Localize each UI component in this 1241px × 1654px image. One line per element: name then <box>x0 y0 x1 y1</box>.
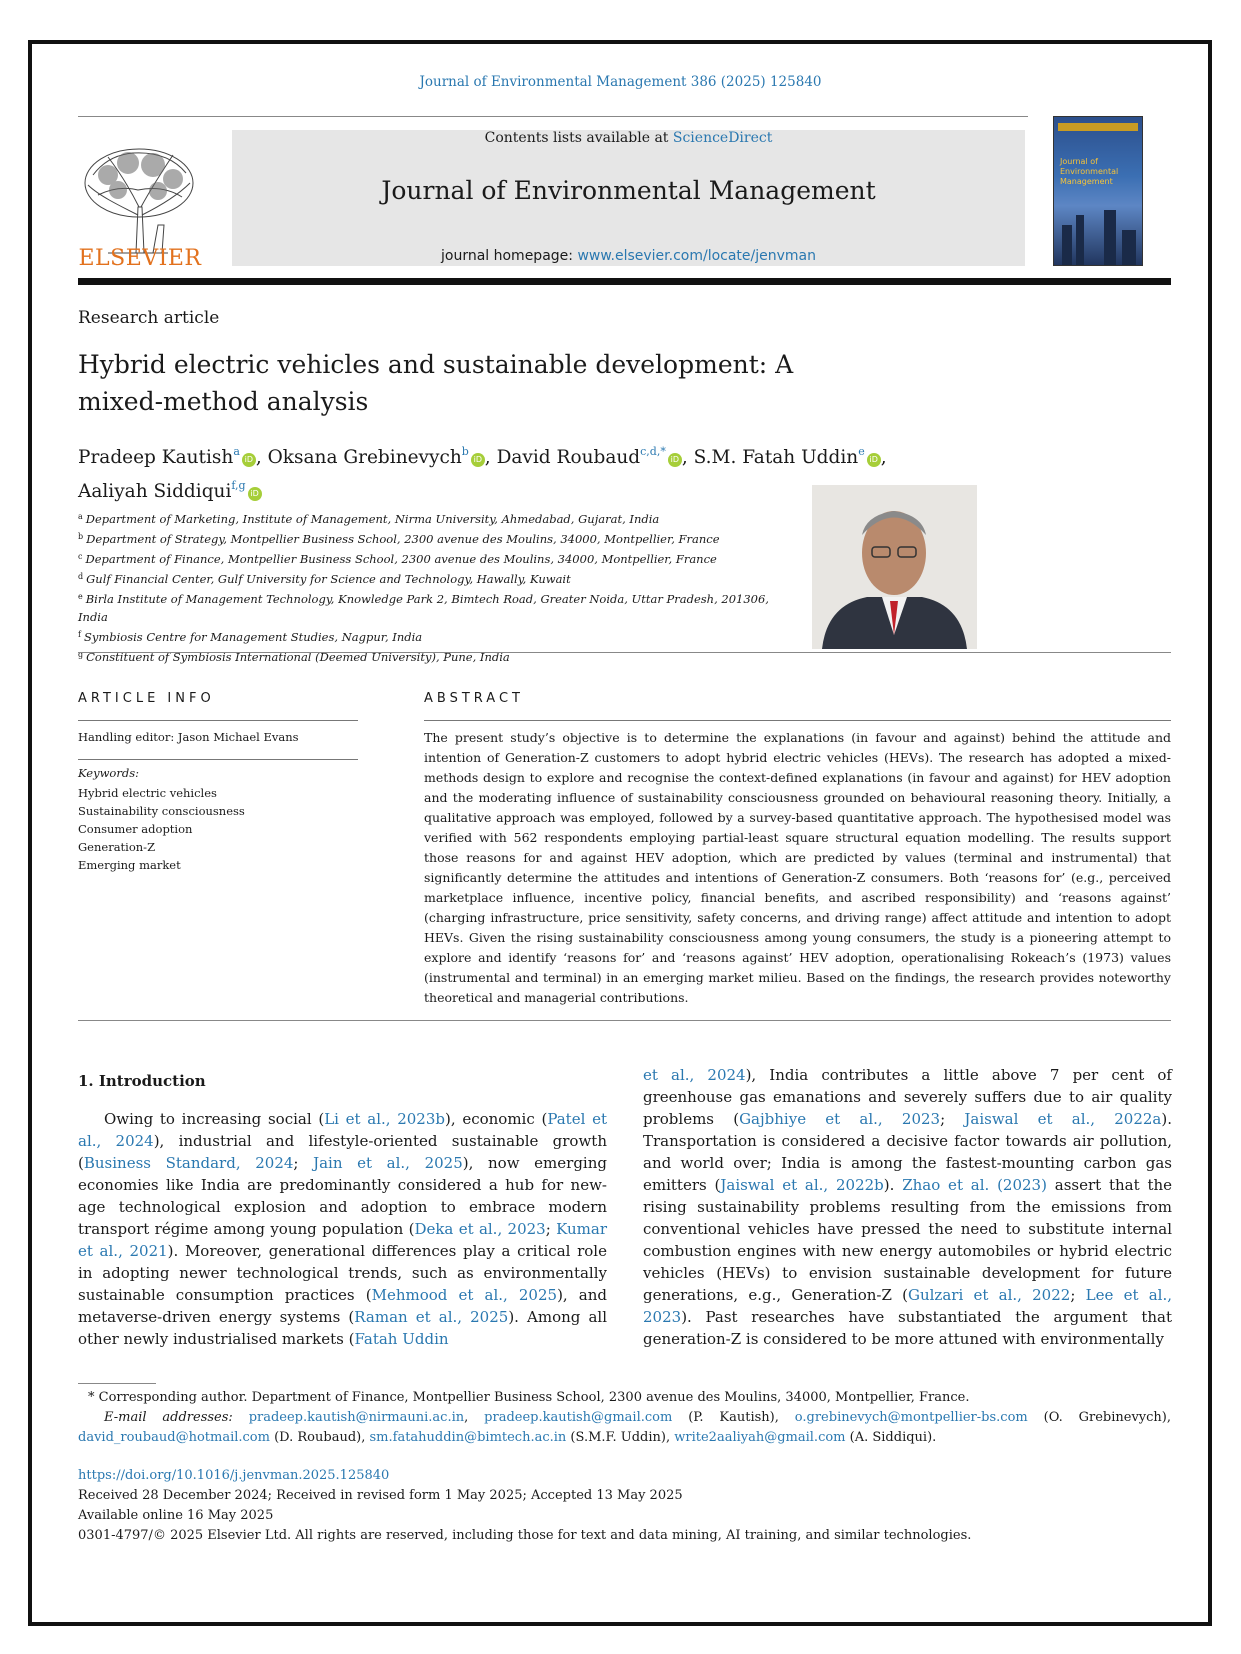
journal-cover-image <box>1053 116 1143 266</box>
available-online: Available online 16 May 2025 <box>78 1508 274 1523</box>
article-type: Research article <box>78 308 220 328</box>
intro-column-right <box>643 1064 1173 1348</box>
affiliation-text: Gulf Financial Center, Gulf University for Science and Technology, Hawally, Kuwait <box>86 572 571 586</box>
journal-reference-link[interactable]: Journal of Environmental Management 386 (2025) 125840 <box>419 74 822 90</box>
affiliation-text: Department of Marketing, Institute of Management, Nirma University, Ahmedabad, Gujarat, India <box>85 512 660 526</box>
divider <box>424 720 1171 721</box>
affiliation <box>78 568 798 588</box>
affiliation-key: b <box>78 532 84 541</box>
author-name: S.M. Fatah Uddin <box>693 447 859 468</box>
orcid-icon[interactable]: iD <box>242 453 256 467</box>
affiliation-text: Department of Finance, Montpellier Business School, 2300 avenue des Moulins, 34000, Montpellier, France <box>85 552 717 566</box>
citation-link[interactable]: Deka et al., 2023 <box>414 1220 546 1238</box>
author-list: Pradeep Kautish$^a$iD , Oksana Grebinevych$^b$iD , David Roubaud$^{c,d,*}$iD , S.M. Fatah Uddin$^e$iD , Aaliyah Siddiqui$^{f,g}$iD <box>78 445 887 502</box>
author-name: Pradeep Kautish <box>78 447 234 468</box>
divider <box>78 1020 1171 1021</box>
affiliation-text: Constituent of Symbiosis International (Deemed University), Pune, India <box>86 650 510 664</box>
keyword: Hybrid electric vehicles <box>78 786 217 800</box>
affiliation-key: a <box>78 512 83 521</box>
received-dates: Received 28 December 2024; Received in revised form 1 May 2025; Accepted 13 May 2025 <box>78 1488 683 1503</box>
body-text: ), and metaverse-driven energy systems ( <box>78 1286 607 1326</box>
affiliation-text: Birla Institute of Management Technology, Knowledge Park 2, Bimtech Road, Greater Noida, Uttar Pradesh, 201306, India <box>78 592 769 624</box>
body-text: ; <box>1070 1286 1086 1304</box>
body-text: ), economic ( <box>445 1110 548 1128</box>
body-text: ; <box>293 1154 314 1172</box>
body-text: ), now emerging economies like India are predominantly considered a hub for new-age technological explosion and adoption to embrace modern transport régime among young population ( <box>78 1154 607 1238</box>
divider <box>78 720 358 721</box>
header-rule <box>78 278 1171 285</box>
affiliation-key: g <box>78 650 84 659</box>
affiliation <box>78 508 798 528</box>
orcid-icon[interactable]: iD <box>668 453 682 467</box>
cover-band <box>1058 123 1138 131</box>
corresponding-author-note: * Corresponding author. Department of Finance, Montpellier Business School, 2300 avenue des Moulins, 34000, Montpellier, France. <box>88 1390 970 1405</box>
citation-link[interactable]: Mehmood et al., 2025 <box>371 1286 558 1304</box>
body-text: ). Moreover, generational differences play a critical role in adopting newer technological trends, such as environmentally sustainable consumption practices ( <box>78 1242 607 1304</box>
citation-link[interactable]: Li et al., 2023b <box>324 1110 446 1128</box>
email-link[interactable]: sm.fatahuddin@bimtech.ac.in <box>369 1430 567 1445</box>
affiliation-key: d <box>78 572 84 581</box>
divider <box>78 652 1171 653</box>
journal-title: Journal of Environmental Management <box>381 176 876 205</box>
keyword: Generation-Z <box>78 840 156 854</box>
footnote-rule <box>78 1383 156 1384</box>
homepage-link[interactable]: www.elsevier.com/locate/jenvman <box>577 248 816 264</box>
article-info-heading: ARTICLE INFO <box>78 691 215 706</box>
abstract-text: The present study’s objective is to determine the explanations (in favour and against) behind the attitude and intention of Generation-Z customers to adopt hybrid electric vehicles (HEVs). The research has adopted a mixed-methods design to explore and recognise the context-defined explanations (in favour and against) for HEV adoption and the moderating influence of sustainability consciousness grounded on behavioural reasoning theory. Initially, a qualitative approach was employed, followed by a survey-based quantitative approach. The hypothesised model was verified with 562 respondents employing partial-least square structural equation modelling. The results support those reasons for and against HEV adoption, which are predicted by values (terminal and instrumental) that significantly determine the attitudes and intentions of Generation-Z consumers. Both ‘reasons for’ (e.g., perceived marketplace influence, incentive policy, financial benefits, and ascribed responsibility) and ‘reasons against’ (charging infrastructure, price sensitivity, safety concerns, and driving range) affect attitude and intention to adopt HEVs. Given the rising sustainability consciousness among young consumers, the study is a pioneering attempt to explore and identify ‘reasons for’ and ‘reasons against’ HEV adoption, operationalising Rokeach’s (1973) values (instrumental and terminal) in an emerging market milieu. Based on the findings, the research provides noteworthy theoretical and managerial contributions. <box>424 730 1171 1005</box>
email-link[interactable]: david_roubaud@hotmail.com <box>78 1430 270 1445</box>
intro-column-left <box>78 1108 607 1348</box>
article-title: Hybrid electric vehicles and sustainable development: A mixed-method analysis <box>78 350 794 416</box>
copyright: 0301-4797/© 2025 Elsevier Ltd. All rights are reserved, including those for text and data mining, AI training, and similar technologies. <box>78 1528 972 1543</box>
divider <box>78 116 1028 117</box>
elsevier-wordmark: ELSEVIER <box>78 246 202 271</box>
keyword: Consumer adoption <box>78 822 193 836</box>
keyword: Sustainability consciousness <box>78 804 245 818</box>
author-affiliation-marker[interactable]: f,g <box>231 479 246 492</box>
orcid-icon[interactable]: iD <box>471 453 485 467</box>
orcid-icon[interactable]: iD <box>867 453 881 467</box>
abstract-heading: ABSTRACT <box>424 691 524 706</box>
handling-editor: Handling editor: Jason Michael Evans <box>78 730 299 744</box>
citation-link[interactable]: Lee et al., 2023 <box>643 1286 1172 1326</box>
citation-link[interactable]: Gulzari et al., 2022 <box>907 1286 1071 1304</box>
affiliation-key: c <box>78 552 83 561</box>
body-text: ), India contributes a little above 7 per cent of greenhouse gas emanations and severely suffers due to air quality problems ( <box>643 1066 1172 1128</box>
body-text: ). <box>883 1176 903 1194</box>
author-name: David Roubaud <box>496 447 641 468</box>
cover-title: Journal of Environmental Management <box>1060 157 1119 186</box>
sciencedirect-link[interactable]: ScienceDirect <box>672 130 773 146</box>
journal-homepage: journal homepage: www.elsevier.com/locate/jenvman <box>440 248 816 264</box>
author-name: Aaliyah Siddiqui <box>78 481 232 502</box>
divider <box>78 759 358 760</box>
body-text: Owing to increasing social ( <box>104 1110 325 1128</box>
affiliation-key: e <box>78 592 83 601</box>
affiliation <box>78 626 798 646</box>
affiliation <box>78 588 798 626</box>
keywords-label: Keywords: <box>78 766 139 780</box>
affiliation-text: Symbiosis Centre for Management Studies, Nagpur, India <box>83 630 423 644</box>
citation-link[interactable]: Jaiswal et al., 2022b <box>720 1176 884 1194</box>
cover-city-silhouette <box>1054 205 1144 265</box>
citation-link[interactable]: Patel et al., 2024 <box>78 1110 607 1150</box>
author-affiliation-marker[interactable]: e <box>858 445 865 458</box>
footnote <box>78 1388 1171 1448</box>
orcid-icon[interactable]: iD <box>248 487 262 501</box>
journal-banner <box>232 130 1025 266</box>
citation-link[interactable]: Fatah Uddin <box>354 1330 449 1348</box>
body-text: ), industrial and lifestyle-oriented sustainable growth ( <box>78 1132 607 1172</box>
body-text: ). Past researches have substantiated the argument that generation-Z is considered to be more attuned with environmentally <box>643 1308 1172 1348</box>
citation-link[interactable]: Gajbhiye et al., 2023 <box>739 1110 941 1128</box>
citation-link[interactable]: Business Standard, 2024 <box>83 1154 294 1172</box>
body-text: ). Among all other newly industrialised markets ( <box>78 1308 607 1348</box>
affiliation <box>78 646 798 666</box>
email-link[interactable]: o.grebinevych@montpellier-bs.com <box>794 1410 1028 1425</box>
email-addresses: E-mail addresses: pradeep.kautish@nirmauni.ac.in, pradeep.kautish@gmail.com (P. Kautish), o.grebinevych@montpellier-bs.com (O. Grebinevych), david_roubaud@hotmail.com (D. Roubaud), sm.fatahuddin@bimtech.ac.in (S.M.F. Uddin), write2aaliyah@gmail.com (A. Siddiqui). <box>78 1410 1171 1445</box>
author-affiliation-marker[interactable]: c,d,* <box>640 445 666 458</box>
contents-available: Contents lists available at ScienceDirect <box>484 130 773 146</box>
body-text: assert that the rising sustainability problems resulting from the emissions from conventional vehicles have pressed the need to substitute internal combustion engines with new energy automobiles or hybrid electric vehicles (HEVs) to envision sustainable development for future generations, e.g., Generation-Z ( <box>643 1176 1173 1304</box>
article-meta <box>78 1466 1171 1546</box>
affiliation-text: Department of Strategy, Montpellier Business School, 2300 avenue des Moulins, 34000, Montpellier, France <box>86 532 720 546</box>
doi-link[interactable]: https://doi.org/10.1016/j.jenvman.2025.125840 <box>78 1468 390 1483</box>
affiliation-key: f <box>78 630 81 639</box>
keyword-list <box>78 784 245 874</box>
email-link[interactable]: write2aaliyah@gmail.com <box>674 1430 846 1445</box>
citation-link[interactable]: Zhao et al. (2023) <box>902 1176 1047 1194</box>
citation-link[interactable]: et al., 2024 <box>643 1066 746 1084</box>
author-photo <box>812 485 977 649</box>
citation-link[interactable]: Raman et al., 2025 <box>354 1308 509 1326</box>
body-text: ). Transportation is considered a decisive factor towards air pollution, and world over; India is among the fastest-mounting carbon gas emitters ( <box>643 1110 1172 1194</box>
section-heading-introduction: 1. Introduction <box>78 1072 206 1090</box>
email-link[interactable]: pradeep.kautish@gmail.com <box>484 1410 673 1425</box>
keyword: Emerging market <box>78 858 181 872</box>
citation-link[interactable]: Kumar et al., 2021 <box>78 1220 607 1260</box>
author-name: Oksana Grebinevych <box>267 447 462 468</box>
citation-link[interactable]: Jaiswal et al., 2022a <box>964 1110 1162 1128</box>
affiliation <box>78 528 798 548</box>
author-affiliation-marker[interactable]: b <box>461 445 469 458</box>
affiliation <box>78 548 798 568</box>
citation-link[interactable]: Jain et al., 2025 <box>313 1154 463 1172</box>
body-text: ; <box>940 1110 965 1128</box>
body-text: ; <box>545 1220 557 1238</box>
author-affiliation-marker[interactable]: a <box>233 445 240 458</box>
affiliation-list <box>78 508 798 666</box>
email-link[interactable]: pradeep.kautish@nirmauni.ac.in <box>248 1410 465 1425</box>
